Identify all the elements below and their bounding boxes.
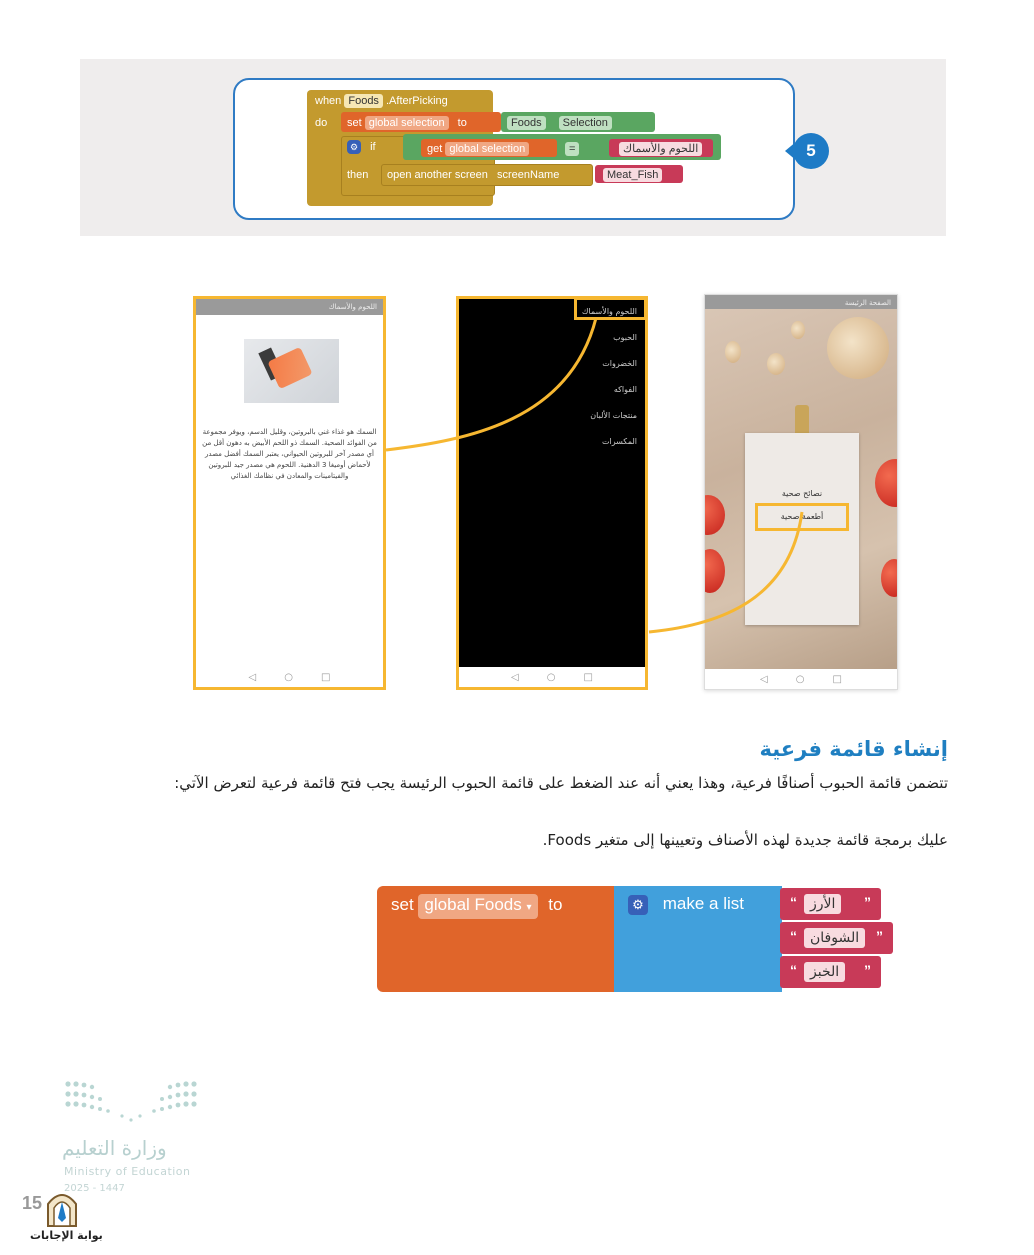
ministry-name-en: Ministry of Education <box>64 1165 191 1178</box>
property-dropdown[interactable]: Selection <box>559 116 612 130</box>
make-list-label: make a list <box>662 894 744 913</box>
set-foods-block <box>377 886 617 992</box>
paragraph-1: تتضمن قائمة الحبوب أصنافًا فرعية، وهذا يعني أنه عند الضغط على قائمة الحبوب الرئيسة يجب فتح قائمة فرعية لتعرض الآتي: <box>174 774 948 792</box>
event-name: .AfterPicking <box>386 95 448 107</box>
fish-screen-body: السمك هو غذاء غني بالبروتين، وقليل الدسم، ويوفر مجموعة من الفوائد الصحية. السمك ذو اللحم الأبيض به دهون أقل من أي مصدر آخر للبروتين الحيواني، يعتبر السمك أفضل مصدر لأحماض أوميغا 3 الدهنية. اللحوم هي مصدر جيد للبروتين والفيتامينات والمعادن في نظامك الغذائي <box>202 428 377 480</box>
set-foods-row <box>391 894 562 919</box>
back-icon[interactable]: ◁ <box>760 673 768 685</box>
list-item-oats-text: الشوفان <box>804 928 865 948</box>
list-item-oats[interactable]: “ الشوفان ” <box>780 922 893 954</box>
paragraph-2: عليك برمجة قائمة جديدة لهذه الأصناف وتعيينها إلى متغير Foods. <box>542 831 948 849</box>
recents-icon[interactable]: □ <box>320 671 331 683</box>
action-label: open another screen <box>387 169 488 181</box>
list-item-rice-text: الأرز <box>804 894 841 914</box>
make-list-row <box>628 894 744 915</box>
list-item-bread[interactable]: “ الخبز ” <box>780 956 881 988</box>
variable-dropdown[interactable]: global selection <box>365 116 449 130</box>
recents-icon[interactable]: □ <box>583 671 593 683</box>
if-label: if <box>370 141 376 153</box>
ministry-year: 2025 - 1447 <box>64 1183 125 1194</box>
foods-variable-text: global Foods <box>424 895 522 914</box>
ministry-name-ar: وزارة التعليم <box>62 1136 167 1160</box>
then-label: then <box>347 169 369 181</box>
menu-item-nuts[interactable]: المكسرات <box>601 437 637 446</box>
ministry-logo-dots <box>64 1080 198 1124</box>
get-label: get <box>427 143 443 155</box>
back-icon[interactable]: ◁ <box>511 671 519 683</box>
site-logo-icon <box>44 1188 80 1228</box>
component-dropdown[interactable]: Foods <box>344 94 383 108</box>
card-item-tips[interactable]: نصائح صحية <box>781 489 823 498</box>
chevron-down-icon: ▾ <box>526 902 532 913</box>
home-icon[interactable]: ○ <box>284 671 293 683</box>
menu-item-vegetables[interactable]: الخضروات <box>602 359 637 368</box>
home-icon[interactable]: ○ <box>546 671 556 683</box>
home-screen-title: الصفحة الرئيسة <box>705 295 897 311</box>
card-item-healthy-foods[interactable]: أطعمة صحية <box>780 512 824 521</box>
when-label: when <box>315 95 342 107</box>
menu-item-meat-fish[interactable]: اللحوم والأسماك <box>581 307 637 316</box>
menu-item-dairy[interactable]: منتجات الألبان <box>590 411 637 420</box>
make-list-block <box>614 886 782 992</box>
site-name: بوابة الإجابات <box>30 1229 103 1242</box>
menu-item-grains[interactable]: الحبوب <box>613 333 637 342</box>
operator-value: = <box>565 142 579 156</box>
get-variable-dropdown[interactable]: global selection <box>445 142 529 156</box>
list-item-rice[interactable]: “ الأرز ” <box>780 888 881 920</box>
gear-icon[interactable]: ⚙ <box>347 140 361 154</box>
gear-icon[interactable]: ⚙ <box>628 895 648 915</box>
menu-item-fruits[interactable]: الفواكه <box>613 385 637 394</box>
do-label: do <box>315 117 328 129</box>
section-heading: إنشاء قائمة فرعية <box>759 737 948 761</box>
to-label: to <box>548 895 563 914</box>
screen-label: screenName <box>496 169 560 181</box>
to-label: to <box>457 117 467 129</box>
home-icon[interactable]: ○ <box>795 673 805 685</box>
back-icon[interactable]: ◁ <box>248 671 257 683</box>
fish-screen-title: اللحوم والأسماك <box>196 299 383 315</box>
foods-variable-dropdown[interactable] <box>418 894 537 919</box>
component-2-dropdown[interactable]: Foods <box>507 116 546 130</box>
screen-value-text: Meat_Fish <box>603 168 662 182</box>
recents-icon[interactable]: □ <box>832 673 842 685</box>
set-label: set <box>347 117 362 129</box>
set-label: set <box>391 895 414 914</box>
compare-string-value: اللحوم والأسماك <box>619 142 702 156</box>
step-badge: 5 <box>793 133 829 169</box>
list-item-bread-text: الخبز <box>804 962 845 982</box>
page-number: 15 <box>22 1193 43 1213</box>
